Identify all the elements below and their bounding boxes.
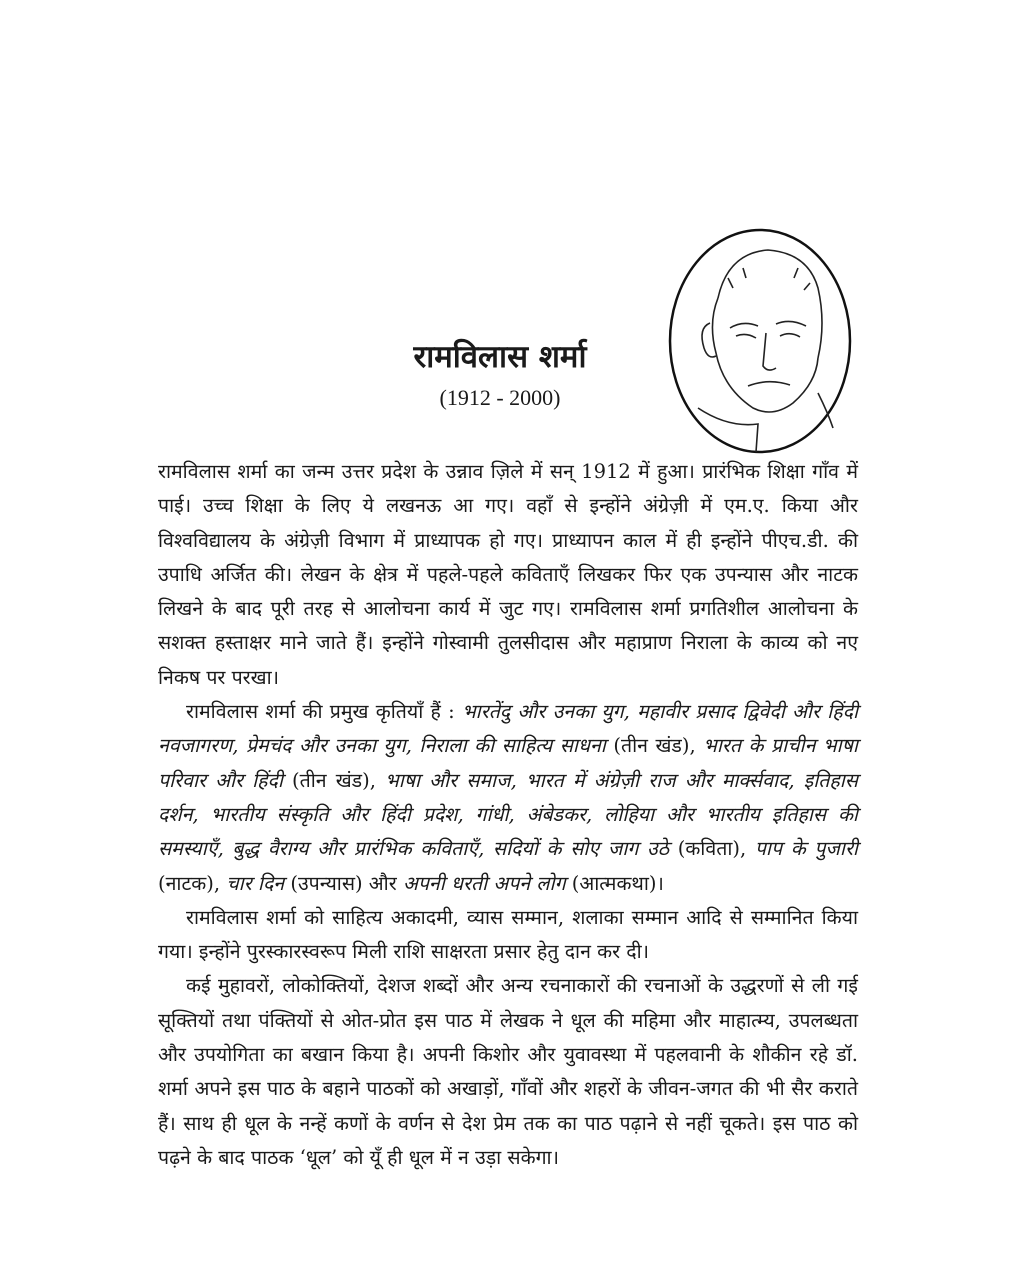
author-years: (1912 - 2000) bbox=[439, 385, 561, 410]
paragraph bbox=[158, 455, 858, 695]
body-text: रामविलास शर्मा का जन्म उत्तर प्रदेश के उन्नाव ज़िले में सन् 1912 में हुआ। प्रारंभिक शिक्षा गाँव में पाई। उच्च शिक्षा के लिए ये लखनऊ आ गए। वहाँ से इन्होंने अंग्रेज़ी में एम.ए. किया और विश्वविद्यालय के अंग्रेज़ी विभाग में प्राध्यापक हो गए। प्राध्यापन काल में ही इन्होंने पीएच.डी. की उपाधि अर्जित की। लेखन के क्षेत्र में पहले-पहले कविताएँ लिखकर फिर एक उपन्यास और नाटक लिखने के बाद पूरी तरह से आलोचना कार्य में जुट गए। रामविलास शर्मा प्रगतिशील आलोचना के सशक्त हस्ताक्षर माने जाते हैं। इन्होंने गोस्वामी तुलसीदास और महाप्राण निराला के काव्य को नए निकष पर परखा। bbox=[158, 460, 858, 689]
author-portrait bbox=[668, 228, 852, 454]
body-text: (तीन खंड), bbox=[282, 768, 385, 792]
work-title-text: पाप के पुजारी bbox=[754, 837, 858, 861]
body-text: (कविता), bbox=[669, 837, 755, 861]
work-title-text: भाषा और समाज, भारत में अंग्रेज़ी राज और मार्क्सवाद, इतिहास दर्शन, भारतीय संस्कृति और हिंदी प्रदेश, गांधी, अंबेडकर, लोहिया और भारतीय इतिहास की समस्याएँ, बुद्ध वैराग्य और प्रारंभिक कविताएँ, सदियों के सोए जाग उठे bbox=[158, 768, 858, 861]
body-text: (आत्मकथा)। bbox=[565, 871, 664, 895]
work-title-text: चार दिन bbox=[226, 871, 285, 895]
paragraph bbox=[158, 695, 858, 901]
body-text: रामविलास शर्मा को साहित्य अकादमी, व्यास सम्मान, शलाका सम्मान आदि से सम्मानित किया गया। इन्होंने पुरस्कारस्वरूप मिली राशि साक्षरता प्रसार हेतु दान कर दी। bbox=[158, 905, 858, 964]
author-name: रामविलास शर्मा bbox=[413, 339, 587, 375]
work-title-text: भारत के प्राचीन भाषा परिवार और हिंदी bbox=[158, 734, 858, 792]
author-biography bbox=[158, 455, 858, 1175]
work-title-text: अपनी धरती अपने लोग bbox=[402, 871, 566, 895]
body-text: (उपन्यास) और bbox=[284, 871, 403, 895]
paragraph bbox=[158, 901, 858, 970]
body-text: (तीन खंड), bbox=[605, 734, 704, 758]
body-text: (नाटक), bbox=[158, 871, 227, 895]
body-text: कई मुहावरों, लोकोक्तियों, देशज शब्दों और अन्य रचनाकारों की रचनाओं के उद्धरणों से ली गई सूक्तियों तथा पंक्तियों से ओत-प्रोत इस पाठ में लेखक ने धूल की महिमा और माहात्म्य, उपलब्धता और उपयोगिता का बखान किया है। अपनी किशोर और युवावस्था में पहलवानी के शौकीन रहे डॉ. शर्मा अपने इस पाठ के बहाने पाठकों को अखाड़ों, गाँवों और शहरों के जीवन-जगत की भी सैर कराते हैं। साथ ही धूल के नन्हें कणों के वर्णन से देश प्रेम तक का पाठ पढ़ाने से नहीं चूकते। इस पाठ को पढ़ने के बाद पाठक ‘धूल’ को यूँ ही धूल में न उड़ा सकेगा। bbox=[158, 974, 859, 1169]
body-text: रामविलास शर्मा की प्रमुख कृतियाँ हैं : bbox=[186, 700, 462, 724]
work-title-text: भारतेंदु और उनका युग, महावीर प्रसाद द्विवेदी और हिंदी नवजागरण, प्रेमचंद और उनका युग, निराला की साहित्य साधना bbox=[158, 700, 858, 758]
paragraph bbox=[158, 969, 858, 1175]
